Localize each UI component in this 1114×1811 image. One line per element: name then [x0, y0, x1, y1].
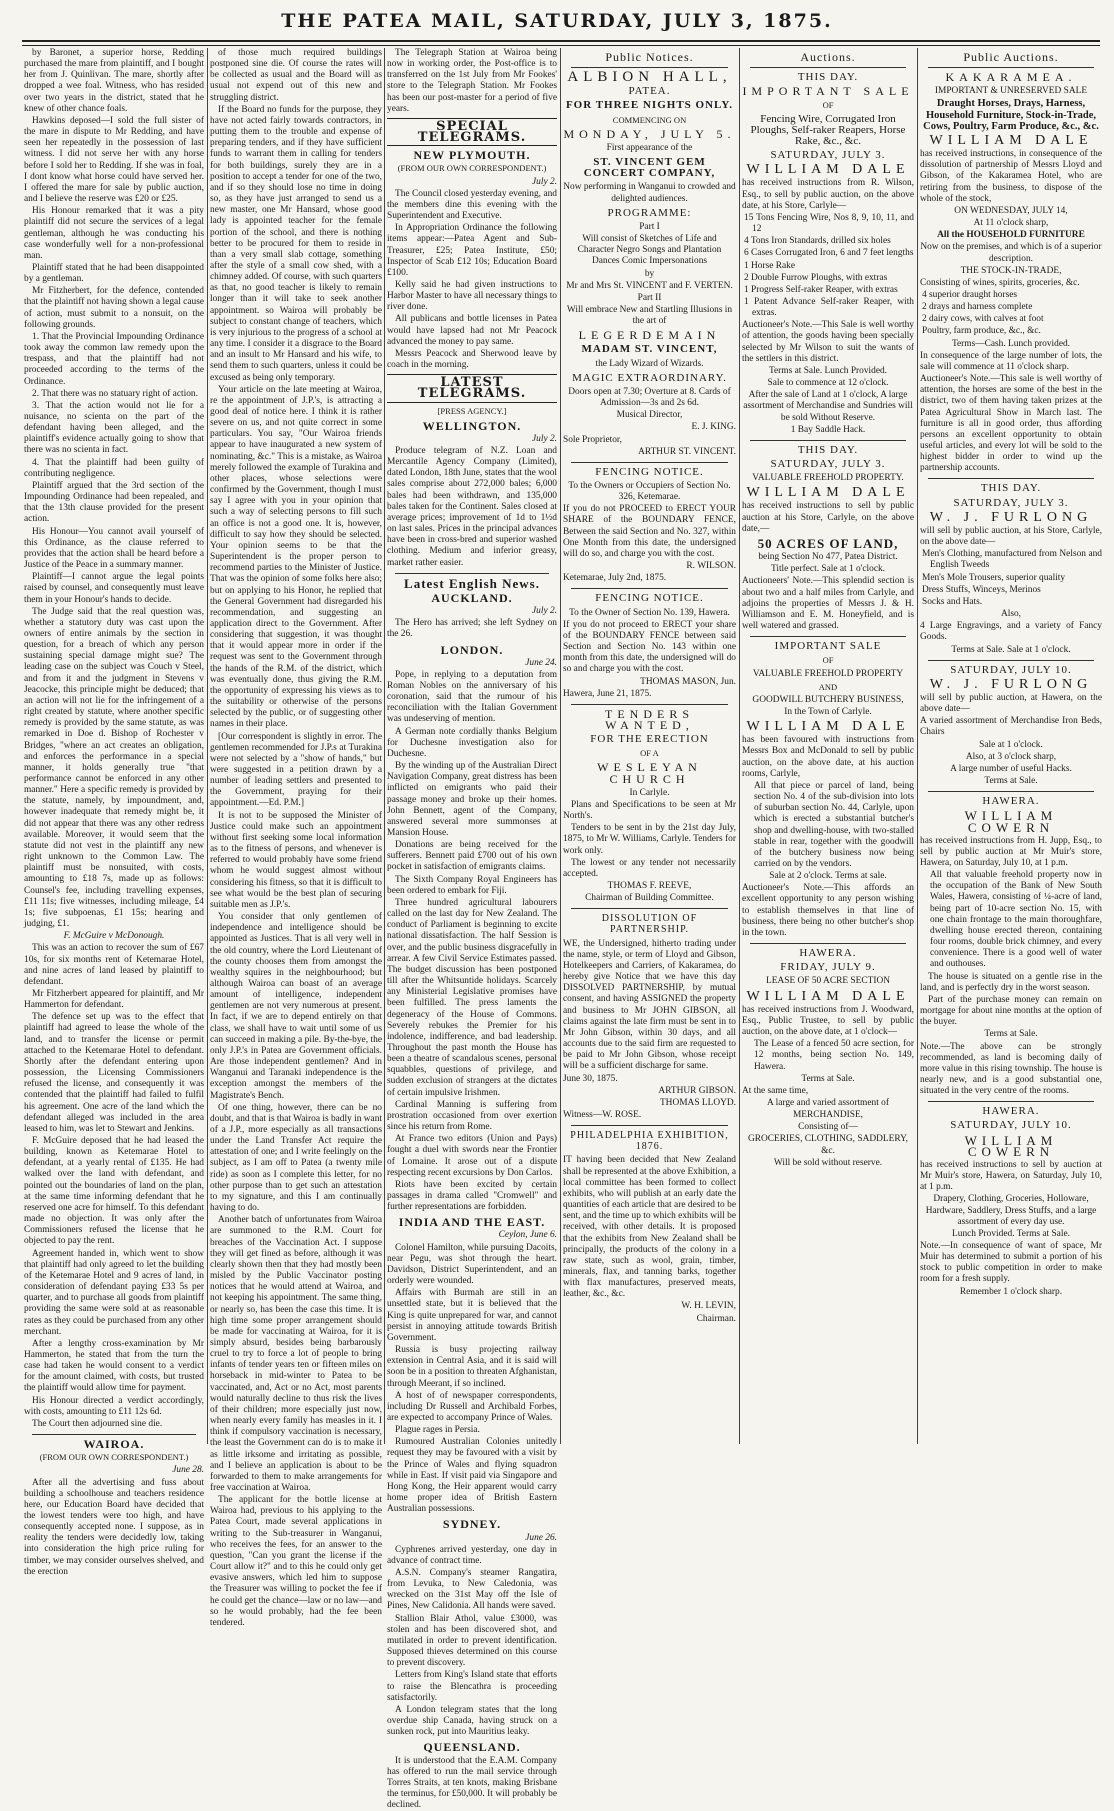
section-heading: Public Auctions.: [920, 52, 1102, 63]
list-item: Dress Stuffs, Winceys, Merinos: [920, 585, 1102, 596]
ad-title: FENCING NOTICE.: [563, 593, 736, 604]
ad-line: Consisting of—: [742, 1122, 914, 1133]
list-item: 2 dairy cows, with calves at foot: [920, 314, 1102, 325]
ad-line: Consisting of wines, spirits, groceries, &c.: [920, 278, 1102, 289]
section-heading: NEW PLYMOUTH.: [387, 150, 557, 161]
ad-line: First appearance of the: [563, 143, 736, 154]
divider: [928, 478, 1094, 479]
list-item: 1 Horse Rake: [742, 261, 914, 272]
ad-line: GROCERIES, CLOTHING, SADDLERY, &c.: [742, 1134, 914, 1156]
divider: [571, 908, 728, 909]
ad-line: 50 ACRES OF LAND,: [742, 538, 914, 549]
dateline: June 28.: [24, 1465, 204, 1476]
ad-line: In the Town of Carlyle.: [742, 707, 914, 718]
ad-line: Also, at 3 o'clock sharp,: [920, 752, 1102, 763]
ad-line: FRIDAY, JULY 9.: [742, 962, 914, 973]
ad-body: If you do not proceed to ERECT your share of the BOUNDARY FENCE between said Section and Section No. 143 within one month from this date, the undersigned will do so and charge you with the cost.: [563, 620, 736, 676]
divider: [928, 1101, 1094, 1102]
ad-line: OF: [742, 100, 914, 111]
ad-line: Sale at 1 o'clock.: [920, 740, 1102, 751]
ad-line: To the Owners or Occupiers of Section No. 326, Ketemarae.: [563, 481, 736, 503]
news-list: [387, 670, 557, 1214]
paragraph: His Honour—You cannot avail yourself of this Ordinance, as the clause referred to provides that the action shall be heard before a Justice of the Peace in a summary manner.: [24, 527, 204, 572]
ad-line: ST. VINCENT GEM CONCERT COMPANY,: [563, 157, 736, 179]
paragraph: Riots have been excited by certain passages in drama called "Cromwell" and further representations are forbidden.: [387, 1180, 557, 1213]
ad-line: Hawera, June 21, 1875.: [563, 689, 736, 700]
ad-body: Note.—In consequence of want of space, Mr Muir has determined to submit a portion of his stock to public competition in order to make room for a fresh supply.: [920, 1241, 1102, 1286]
ad-body: The house is situated on a gentle rise in the land, and is perfectly dry in the worst season.: [920, 972, 1102, 994]
paragraph: 3. That the action would not lie for a nuisance, no scienta on the part of the defendant having been alleged, and the plaintiff's evidence actually going to show that there was no scienta in fact.: [24, 401, 204, 457]
news-list: [387, 618, 557, 640]
ad-body: Auctioneer's Note.—This Sale is well worthy of attention, the goods having been specially selected by Mr Wilson to suit the wants of the settlers in this district.: [742, 320, 914, 365]
ad-line: In Carlyle.: [563, 788, 736, 799]
divider: [571, 588, 728, 589]
paragraph: 1. That the Provincial Impounding Ordinance took away the common law remedy upon the trespass, and that the plaintiff had not proceeded according to the terms of the Ordinance.: [24, 332, 204, 388]
dateline: Ceylon, June 6.: [387, 1230, 557, 1241]
paragraph: In Appropriation Ordinance the following items appear:—Patea Agent and Sub-Treasurer, £25; Patea Institute, £50; Inspector of Scab £12 10s; Education Board £100.: [387, 223, 557, 279]
auctioneer-name: WILLIAM COWERN: [920, 810, 1102, 832]
masthead-title: THE PATEA MAIL, SATURDAY, JULY 3, 1875.: [281, 10, 832, 32]
paragraph: You consider that only gentlemen of independence and intelligence should be appointed as Justices. That is all very well in the old country, where the Lord Lieutenant of the county chooses them from amongst the wealthy squires in the neighbourhood; but although Wairoa can boast of an average amount of intelligence, independent gentlemen are not very numerous at present. In fact, if we are to depend entirely on that class, we shall have to wait until some of us can succeed in making a pile. By-the-bye, the only J.P.'s in Patea are Government officials. Are those independent gentlemen? And in Wanganui and Taranaki independence is the exception amongst the members of the Magistrate's Bench.: [210, 912, 382, 1102]
telegram-list: [387, 189, 557, 372]
ad-line: MAGIC EXTRAORDINARY.: [563, 373, 736, 384]
ad-line: VALUABLE FREEHOLD PROPERTY.: [742, 473, 914, 484]
ad-body: Part of the purchase money can remain on mortgage for about nine months at the option of the buyer.: [920, 995, 1102, 1028]
ad-line: At the same time,: [742, 1086, 914, 1097]
ad-line: To the Owner of Section No. 139, Hawera.: [563, 608, 736, 619]
dateline: July 2.: [387, 606, 557, 617]
ad-line: At 11 o'clock sharp,: [920, 218, 1102, 229]
list-item: Poultry, farm produce, &c., &c.: [920, 326, 1102, 337]
section-heading: INDIA AND THE EAST.: [387, 1217, 557, 1228]
paragraph: Hawkins deposed—I sold the full sister of the mare in dispute to Mr Redding, and have seen her repeatedly in the possession of last witness. I did not serve her with any horse before I sold her to Redding. If she was in foal, I dont know what horse could have served her. I offered the mare for sale by public auction, and I believe the reserve was £20 or £25.: [24, 116, 204, 205]
ad-line: Sole Proprietor,: [563, 435, 736, 446]
ad-line: Draught Horses, Drays, Harness, Household Furniture, Stock-in-Trade, Cows, Poultry, Farm Produce, &c., &c.: [920, 98, 1102, 131]
list-item: Men's Mole Trousers, superior quality: [920, 573, 1102, 584]
paragraph: Three hundred agricultural labourers called on the last day for New Zealand. The conduct of Parliament is beginning to excite national dissatisfaction. The half Session is over, and the public business disgracefully in arrear. A few Civil Service Estimates passed. The budget discussion has been postponed till after the Whitsuntide holidays. Scarcely any Ministerial Legislative promises have been fulfilled. The press laments the degeneracy of the House of Commons. Severely rebukes the Premier for his indolence, indifference, and bad leadership. Throughout the past month the House has been a theatre of scandalous scenes, personal squabbles, questions of privilege, and sudden exclusion of strangers at the dictates of certain impulsive Irishmen.: [387, 898, 557, 1099]
ad-line: LEASE OF 50 ACRE SECTION: [742, 976, 914, 987]
paragraph: After all the advertising and fuss about building a schoolhouse and teachers residence here, our Education Board have decided that the lowest tenders were too high, and have consequently accepted none. I suppose, as in reality the tenders were decidedly low, taking into consideration the high price ruling for timber, we may consider ourselves shelved, and the erection: [24, 1478, 204, 1578]
item-list: [920, 549, 1102, 608]
ad-signature: THOMAS F. REEVE,: [563, 881, 736, 892]
paragraph: Donations are being received for the sufferers. Bennett paid £700 out of his own pocket in satisfaction of emigrants claims.: [387, 840, 557, 873]
ad-line: OF: [742, 655, 914, 666]
column-divider: [560, 48, 561, 1444]
paragraph: After a lengthy cross-examination by Mr Hammerton, he stated that from the turn the case had taken he would consent to a verdict for the amount claimed, with costs, but trusted the plaintiff would allow time for payment.: [24, 1339, 204, 1395]
ad-body: has been favoured with instructions from Messrs Box and McDonald to sell by public auction, on the above date, at his auction rooms, Carlyle,: [742, 735, 914, 780]
paragraph: Mr Fitzherbert appeared for plaintiff, and Mr Hammerton for defendant.: [24, 989, 204, 1011]
paragraph: Plans and Specifications to be seen at Mr North's.: [563, 800, 736, 822]
paragraph: Stallion Blair Athol, value £3000, was stolen and has been discovered shot, and mutilated in order to prevent identification. Supposed thieves determined on this course to prevent discovery.: [387, 1614, 557, 1670]
paragraph: The Court then adjourned sine die.: [24, 1419, 204, 1430]
paragraph: Plague rages in Persia.: [387, 1425, 557, 1436]
paragraph: It is not to be supposed the Minister of Justice could make such an appointment without first seeking some local information as to the fitness of persons, and whenever is referred to would probably have some friend whom he would suggest almost without considering his fitness, so that it is difficult to see what would be the best plan of securing suitable men as J.P.'s.: [210, 811, 382, 911]
paragraph: Plaintiff—I cannot argue the legal points raised by counsel, and consequently must leave them in your Honour's hands to decide.: [24, 572, 204, 605]
list-item: 4 superior draught horses: [920, 290, 1102, 301]
ad-line: PROGRAMME:: [563, 208, 736, 219]
auctioneer-name: WILLIAM DALE: [742, 487, 914, 498]
ad-body: WE, the Undersigned, hitherto trading under the name, style, or term of Lloyd and Gibson, Hotelkeepers and Carriers, of Kakaramea, do hereby give Notice that we have this day DISSOLVED PARTNERSHIP, by mutual consent, and having ASSIGNED the property and business to Mr JOHN GIBSON, all claims against the late firm must be sent in to Mr John Gibson, within 30 days, and all accounts due to the said firm are requested to be paid to Mr John Gibson, whose receipt will be a sufficient discharge for same.: [563, 939, 736, 1073]
masthead-rule: [22, 40, 1100, 46]
ad-line: 4 Large Engravings, and a variety of Fancy Goods.: [920, 621, 1102, 643]
ad-line: Terms at Sale. Sale at 1 o'clock.: [920, 645, 1102, 656]
section-subheading: (FROM OUR OWN CORRESPONDENT.): [387, 163, 557, 174]
ad-line: Chairman of Building Committee.: [563, 893, 736, 904]
masthead: [0, 6, 1114, 40]
section-subheading: [PRESS AGENCY.]: [387, 406, 557, 417]
section-heading: SYDNEY.: [387, 1519, 557, 1530]
ad-line: Musical Director,: [563, 410, 736, 421]
ad-line: A large and varied assortment of: [742, 1098, 914, 1109]
ad-line: being Section No 477, Patea District.: [742, 552, 914, 563]
ad-line: Title perfect. Sale at 1 o'clock.: [742, 564, 914, 575]
paragraph: Messrs Peacock and Sherwood leave by coach in the morning.: [387, 349, 557, 371]
paragraph: Letters from King's Island state that efforts to raise the Blencathra is proceeding satisfactorily.: [387, 1670, 557, 1703]
ad-line: Will be sold without reserve.: [742, 1158, 914, 1169]
ad-line: After the sale of Land at 1 o'clock, A large assortment of Merchandise and Sundries will be sold Without Reserve.: [742, 390, 914, 423]
news-list: [387, 1545, 557, 1739]
ad-line: Terms at Sale.: [920, 776, 1102, 787]
paragraph: Rumoured Australian Colonies unitedly request they may be favoured with a visit by the Prince of Wales and flying squadron while in East. If visit paid via Singapore and Hong Kong, the Heir apparent would carry home proper idea of British Eastern Australian possessions.: [387, 1437, 557, 1515]
paragraph: This was an action to recover the sum of £67 10s, for six months rent of Ketemarae Hotel, and nine acres of land leased by plaintiff to defendant.: [24, 943, 204, 988]
paragraph: The applicant for the bottle license at Wairoa had, previous to his applying to the Patea Court, made several applications in writing to the Sub-treasurer in Wanganui, who receives the fees, for an answer to the question, "Can you grant the license if the Court allow it?" and to this he could only get evasive answers, which led him to suppose the Treasurer was willing to pocket the fee if he could get the chance—law or no law—and so he would probably, had the fee been tendered.: [210, 1495, 382, 1629]
divider: [928, 67, 1094, 68]
auctioneer-name: WILLIAM COWERN: [920, 1135, 1102, 1157]
auctioneer-name: W. J. FURLONG: [920, 512, 1102, 523]
ad-line: COMMENCING ON: [563, 115, 736, 126]
ad-body: has received instructions to sell by auction at Mr Muir's store, Hawera, on Saturday, July 10, at 1 p.m.: [920, 1160, 1102, 1193]
paragraph: Of one thing, however, there can be no doubt, and that is that Wairoa is badly in want of a J.P., more especially as all transactions under the Land Transfer Act require the attestation of one; and I write feelingly on the subject, as I am off to Patea (a twenty mile ride) as soon as I complete this letter, for no other purpose than to get such an attestation to my signature, and this I am continually having to do.: [210, 1103, 382, 1215]
ad-body: [563, 800, 736, 880]
news-list: [387, 1243, 557, 1516]
paragraph: 2. That there was no statuary right of action.: [24, 389, 204, 400]
paragraph: Colonel Hamilton, while pursuing Dacoits, near Pegu, was shot through the heart. Davidson, District Superintendent, and an orderly were wounded.: [387, 1243, 557, 1288]
ad-line: ON WEDNESDAY, JULY 14,: [920, 206, 1102, 217]
divider: [571, 462, 728, 463]
ad-body: has received instructions from J. Woodward, Esq., Public Trustee, to sell by public auction, on the above date, at 1 o'clock—: [742, 1005, 914, 1038]
ad-body: has received instructions to sell by public auction at his Store, Carlyle, on the above date,—: [742, 501, 914, 534]
divider: [32, 1434, 196, 1435]
ad-line: Part II: [563, 293, 736, 304]
column-divider: [739, 48, 740, 1444]
ad-signature: ARTHUR GIBSON.: [563, 1086, 736, 1097]
ad-line: GOODWILL BUTCHERY BUSINESS,: [742, 695, 914, 706]
ad-line: Terms at Sale.: [920, 1029, 1102, 1040]
ad-line: OF A: [563, 748, 736, 759]
ad-line: Fencing Wire, Corrugated Iron Ploughs, Self-raker Reapers, Horse Rake, &c., &c.: [742, 114, 914, 147]
ad-line: SATURDAY, JULY 3.: [920, 498, 1102, 509]
list-item: 2 drays and harness complete: [920, 302, 1102, 313]
auctioneer-name: W. J. FURLONG: [920, 679, 1102, 690]
list-item: Men's Clothing, manufactured from Nelson and English Tweeds: [920, 549, 1102, 571]
auctioneer-name: WILLIAM DALE: [920, 135, 1102, 146]
ad-line: WESLEYAN CHURCH: [563, 762, 736, 784]
ad-line: MONDAY, JULY 5.: [563, 129, 736, 140]
paragraph: of those much required buildings postponed sine die. Of course the rates will be collected as usual and the Board will as usual not expend out of this new and struggling district.: [210, 48, 382, 104]
paragraph: Agreement handed in, which went to show that plaintiff had only agreed to let the building of the Ketemarae Hotel and 9 acres of land, in consideration of defendant paying £33 5s per quarter, and to purchase all goods from plaintiff providing the same were sold at as reasonable rates as they could be purchased from any other merchant.: [24, 1249, 204, 1338]
wairoa-report: [24, 1478, 204, 1578]
ad-line: LEGERDEMAIN: [563, 330, 736, 341]
ad-title: THIS DAY.: [742, 445, 914, 456]
ad-line: Chairman.: [563, 1314, 736, 1325]
dateline: June 24.: [387, 658, 557, 669]
ad-body: All that piece or parcel of land, being section No. 4 of the sub-division into lots of suburban section No. 44, Carlyle, upon which is erected a substantial butcher's shop and dwelling-house, with two-stalled stable in rear, together with the goodwill of the butchery business now being carried on by the vendors.: [742, 781, 914, 870]
ad-body: All that valuable freehold property now in the occupation of the Bank of New South Wales, Hawera, consisting of ¼-acre of land, being part of 10-acre section No. 15, with one chain frontage to the main thoroughfare, dwelling house erected thereon, containing four rooms, double brick chimney, and every convenience. There is a good well of water and outhouses.: [920, 870, 1102, 970]
paragraph: Produce telegram of N.Z. Loan and Mercantile Agency Company (Limited), dated London, 18th June, states that the wool sales comprise about 272,000 bales; 6,000 bales had been withdrawn, and 135,000 bales taken for the Continent. Sales closed at average prices; improvement of 1d to 1½d on last sales. Prices in the principal advances have been in cross-bred and superior washed clothing. Medium and inferior greasy, market rather easier.: [387, 446, 557, 569]
ad-body: Auctioneer's Note.—This sale is well worthy of attention, the horses are some of the best in the district, two of them having taken prizes at the Patea Agricultural Show in March last. The furniture is all in good order, thus affording persons an excellent opportunity to obtain useful articles, and every lot will be sold to the highest bidder in order to wind up the partnership accounts.: [920, 374, 1102, 474]
divider: [571, 67, 728, 68]
ad-line: VALUABLE FREEHOLD PROPERTY: [742, 669, 914, 680]
ad-line: E. J. KING.: [563, 422, 736, 433]
divider: [928, 660, 1094, 661]
paragraph: Your article on the late meeting at Wairoa, re the appointment of J.P.'s, is attracting a good deal of notice here. I think it is rather severe on us, and not quite correct in some particulars. You say, "Our Wairoa friends appear to have inaugurated a new system of nominating, &c." This is a mistake, as Wairoa merely followed the example of Turakina and other places, whose selections were confirmed by the Government, though I must say I agree with you in your opinion that such a way of selecting persons to fill such an office is not a good one. It is, however, difficult to say how they should be selected. Your opinion seems to be that the Superintendent is the proper person to recommend parties to the Minister of Justice. That was the opinion of some folks here also; but on applying to his Honor, he replied that the General Government had disregarded his recommendation, and suggesting an application direct to the Government. After considering that suggestion, it was thought that it would appear more in order if the request was sent to the Government through the hands of the R.M. of the district, which was eventually done, thus giving the R.M. the opportunity of expressing his views as to the suitability or otherwise of the persons selected by the public, or of suggesting other names in their place.: [210, 385, 382, 731]
ad-line: June 30, 1875.: [563, 1074, 736, 1085]
ad-title: HAWERA.: [920, 1106, 1102, 1117]
ad-line: Mr and Mrs St. VINCENT and F. VERTEN.: [563, 281, 736, 292]
paragraph: Another batch of unfortunates from Wairoa are summoned to the R.M. Court for breaches of the Vaccination Act. I suppose they will get fined as before, although it was clearly shown then that they had mostly been misled by the Public Vaccinator posting notices that he would attend at Wairoa, and not keeping his appointment. The same thing, or nearly so, has been the case this time. It is high time some proper arrangement should be made for vaccinating at Wairoa, for it is simply absurd, besides being barbarously cruel to try to force a lot of people to bring infants of tender years ten or fifteen miles on horseback in mid-winter to Patea to be vaccinated, and, Act or no Act, most parents would naturally decline to thus risk the lives of their children; more especially just now, when nearly every family has measles in it. I think if compulsory vaccination is necessary, the least the Government can do is to make it as little irksome and irritating as possible, and I believe an application is about to be forwarded to them to make arrangements for free vaccination at Wairoa.: [210, 1215, 382, 1494]
column-2: [210, 48, 382, 1444]
dateline: July 2.: [387, 177, 557, 188]
paragraph: Plaintiff stated that he had been disappointed by a gentleman.: [24, 263, 204, 285]
divider: [571, 704, 728, 705]
paragraph: F. McGuire deposed that he had leased the building, known as Ketemarae Hotel to defendant, at a yearly rental of £135. He had walked over the land with defendant, and pointed out the boundaries of land on the plan, at the same time informing defendant that he reserved one acre for himself. To this defendant made no objection. It was only after the Commissioners refused the license that he objected to pay the rent.: [24, 1136, 204, 1248]
section-heading: QUEENSLAND.: [387, 1742, 557, 1753]
paragraph: The Telegraph Station at Wairoa being now in working order, the Post-office is to transferred on the 1st July from Mr Fookes' store to the Telegraph Station. Mr Fookes has been our post-master for a period of five years.: [387, 48, 557, 115]
ad-line: Will embrace New and Startling Illusions in the art of: [563, 305, 736, 327]
ad-signature: THOMAS MASON, Jun.: [563, 677, 736, 688]
ad-line: Sale to commence at 12 o'clock.: [742, 378, 914, 389]
paragraph: Kelly said he had given instructions to Harbor Master to have all necessary things to river done.: [387, 280, 557, 313]
column-4: [563, 48, 736, 1444]
ad-body: Auctioneers' Note.—This splendid section is about two and a half miles from Carlyle, and adjoins the properties of Messrs J. & H. Williamson and E. M. Honeyfield, and is well watered and grassed.: [742, 576, 914, 632]
telegram-list: [387, 446, 557, 569]
ad-line: A large number of useful Hacks.: [920, 764, 1102, 775]
paragraph: At France two editors (Union and Pays) fought a duel with swords near the Frontier of Lomaine. It arose out of a dispute respecting recent excursions by Don Carlos.: [387, 1134, 557, 1179]
column-6: [920, 48, 1102, 1444]
ad-title: TENDERS WANTED,: [563, 709, 736, 731]
paragraph: Plaintiff argued that the 3rd section of the Impounding Ordinance had been repealed, and that the 13th clause provided for the present action.: [24, 481, 204, 526]
ad-line: Ketemarae, July 2nd, 1875.: [563, 573, 736, 584]
ad-title: IMPORTANT SALE: [742, 641, 914, 652]
ad-line: Now on the premises, and which is of a superior description.: [920, 242, 1102, 264]
paragraph: His Honour directed a verdict accordingly, with costs, amounting to £11 12s 6d.: [24, 1396, 204, 1418]
dateline: June 26.: [387, 1533, 557, 1544]
ad-line: Witness—W. ROSE.: [563, 1110, 736, 1121]
auctioneer-name: WILLIAM DALE: [742, 721, 914, 732]
ad-body: Auctioneer's Note.—This affords an excellent opportunity to any person wishing to establish themselves in that line of business, there being no other butcher's shop in the town.: [742, 883, 914, 939]
paragraph: A host of of newspaper correspondents, including Dr Russell and Archibald Forbes, are expected to accompany Prince of Wales.: [387, 1391, 557, 1424]
ad-line: AND: [742, 682, 914, 693]
ad-title: ALBION HALL,: [563, 72, 736, 83]
ad-line: IMPORTANT SALE: [742, 86, 914, 97]
ad-body: will sell by public auction, at his Store, Carlyle, on the above date—: [920, 526, 1102, 548]
ad-subtitle: PATEA.: [563, 86, 736, 97]
paragraph: Cardinal Manning is suffering from prostration occasioned from over exertion since his return from Rome.: [387, 1100, 557, 1133]
ad-line: THE STOCK-IN-TRADE,: [920, 266, 1102, 277]
ad-line: Remember 1 o'clock sharp.: [920, 1287, 1102, 1298]
paragraph: The lowest or any tender not necessarily accepted.: [563, 858, 736, 880]
ad-body: has received instructions from R. Wilson, Esq., to sell by public auction, on the above date, at his Store, Carlyle—: [742, 178, 914, 211]
list-item: 1 Patent Advance Self-raker Reaper, with extras.: [742, 297, 914, 319]
ad-line: Part I: [563, 222, 736, 233]
paragraph: His Honour remarked that it was a pity plaintiff did not secure the services of a legal gentleman, although he was conducting his case wonderfully well for a non-professional man.: [24, 206, 204, 262]
divider: [928, 791, 1094, 792]
paragraph: By the winding up of the Australian Direct Navigation Company, great distress has been inflicted on emigrants who paid their passage money and broke up their homes. John Bennett, agent of the Company, answered several more summonses at Mansion House.: [387, 761, 557, 839]
court-report: [24, 48, 204, 930]
list-item: 2 Double Furrow Ploughs, with extras: [742, 273, 914, 284]
column-divider: [384, 48, 385, 1444]
list-item: 1 Progress Self-raker Reaper, with extras: [742, 285, 914, 296]
paragraph: If the Board no funds for the purpose, they have not acted fairly towards contractors, in putting them to the trouble and expense of preparing tenders, and if they have sufficient funds to warrant them in calling for tenders for both buildings, surely they are in a position to accept a tender for one of the two, and if so they should lose no time in doing so, as they have just arranged to send us a new master, one Mr Hansard, whose good lady is appointed teacher for the female portion of the school, and there is nothing better to be procured for them to reside in than a very small slab cottage, something after the style of a small cow shed, with a chimney added. Of course, with such quarters as that, no good teacher is likely to remain longer than it will take to seek another appointment. so Wairoa will probably be subject to constant change of teachers, which is very injurious to the progress of a school at any time. I consider it a disgrace to the Board and an insult to Mr Hansard and his wife, to send them to such quarters, unless it could be excused as being only temporary.: [210, 105, 382, 384]
ad-body: has received instructions from H. Jupp, Esq., to sell by public auction at Mr Muir's store, Hawera, on Saturday, July 10, at 1 p.m.: [920, 836, 1102, 869]
paragraph: Pope, in replying to a deputation from Roman Nobles on the anniversary of his coronation, said that the rumour of his reconciliation with the Italian Government was undeserving of mention.: [387, 670, 557, 726]
paragraph: [Our correspondent is slightly in error. The gentlemen recommended for J.P.s at Turakina were not selected by a "show of hands," but were suggested in a petition drawn by a number of leading settlers and presented to the Government, praying for their appointment.—Ed. P.M.]: [210, 732, 382, 810]
paragraph: The Judge said that the real question was, whether a statutory duty was cast upon the owners of entire animals by the section in question, for a breach of which any person sustaining special damage might sue? The leading case on the subject was Couch v Steel, and from it and the judgment in Stevens v Jeacocke, this principle might be deduced; that an action will not lie for the infringement of a right created by statute, where another specific remedy is provided by the same statute, as was remarked in Doe d. Bishop of Rochester v Bridges, "where an act creates an obligation, and enforces the performance in a special manner, it holds generally true "that performance cannot be enforced in any other manner." Here a specific remedy is provided by the statute, namely, by impoundment, and, however inadequate that remedy might be, it did not appear that there was any other redress available. Moreover, it would seem that the statute did not vest in the plaintiff any new right unknown to the Common Law. The plaintiff must be nonsuited, with costs, amounting to £18 7s, made up as follows: Counsel's fee, including travelling expenses, £11 11s; five witnesses, including mileage, £4 1s; five subpoenas, £1 15s; hearing and judging, £1.: [24, 607, 204, 931]
section-banner: LATEST TELEGRAMS.: [387, 374, 557, 402]
ad-line: Terms at Sale. Lunch Provided.: [742, 366, 914, 377]
ad-signature: W. H. LEVIN,: [563, 1301, 736, 1312]
paragraph: The Council closed yesterday evening, and the members dine this evening with the Superintendent and Executive.: [387, 189, 557, 222]
ad-body: The Lease of a fenced 50 acre section, for 12 months, being section No. 149, Hawera.: [742, 1039, 914, 1072]
ad-line: by: [563, 269, 736, 280]
divider: [750, 67, 906, 68]
divider: [395, 573, 549, 574]
column-5: [742, 48, 914, 1444]
section-heading: AUCKLAND.: [387, 593, 557, 604]
section-heading: Latest English News.: [387, 578, 557, 589]
news-list: [387, 1756, 557, 1811]
column-divider: [207, 48, 208, 1444]
ad-body: Note.—The above can be strongly recommended, as land is becoming daily of more value in this rising township. The house is nearly new, and is a good substantial one, situated in the very centre of the rooms.: [920, 1042, 1102, 1098]
ad-line: Will consist of Sketches of Life and Character Negro Songs and Plantation Dances Comic Impersonations: [563, 234, 736, 267]
ad-title: HAWERA.: [742, 948, 914, 959]
paragraph: Tenders to be sent in by the 21st day July, 1875, to Mr W. Williams, Carlyle. Tenders for work only.: [563, 823, 736, 856]
ad-body: has received instructions, in consequence of the dissolution of partnership of Messrs Lloyd and Gibson, of the Kakaramea Hotel, who are retiring from the business, to dispose of the whole of the stock,: [920, 149, 1102, 205]
paragraph: Russia is busy projecting railway extension in Central Asia, and it is said will soon be in a position to threaten Afghanistan, through Meerant, if so inclined.: [387, 1345, 557, 1390]
ad-signature: THOMAS LLOYD.: [563, 1098, 736, 1109]
paragraph: A London telegram states that the long overdue ship Canada, having struck on a sunken rock, put into Mauritius leaky.: [387, 1705, 557, 1738]
ad-line: IMPORTANT & UNRESERVED SALE: [920, 86, 1102, 97]
ad-line: Sale at 2 o'clock. Terms at sale.: [742, 871, 914, 882]
list-item: Socks and Hats.: [920, 597, 1102, 608]
dateline: July 2.: [387, 434, 557, 445]
paragraph: All publicans and bottle licenses in Patea would have lapsed had not Mr Peacock advanced the money to pay same.: [387, 314, 557, 347]
ad-title: HAWERA.: [920, 796, 1102, 807]
ad-title: KAKARAMEA.: [920, 72, 1102, 83]
wairoa-report-continued: [210, 48, 382, 1629]
section-subheading: (FROM OUR OWN CORRESPONDENT.): [24, 1452, 204, 1463]
case-title: F. McGuire v McDonough.: [24, 931, 204, 942]
ad-title: DISSOLUTION OF PARTNERSHIP.: [563, 913, 736, 935]
paragraph: A German note cordially thanks Belgium for Duchesne investigation also for Duchesne.: [387, 727, 557, 760]
ad-title: PHILADELPHIA EXHIBITION, 1876.: [563, 1130, 736, 1152]
ad-line: Also,: [920, 609, 1102, 620]
ad-title: THIS DAY.: [742, 72, 914, 83]
section-heading: Auctions.: [742, 52, 914, 63]
ad-line: Lunch Provided. Terms at Sale.: [920, 1229, 1102, 1240]
divider: [571, 1125, 728, 1126]
paragraph: by Baronet, a superior horse, Redding purchased the mare from plaintiff, and I bought her from J. Quinlivan. The mare, shortly after dropped a wee foal. Witness, who has resided over two years in the district, stated that he knew of other chance foals.: [24, 48, 204, 115]
list-item: 6 Cases Corrugated Iron, 6 and 7 feet lengths: [742, 248, 914, 259]
ad-line: Terms—Cash. Lunch provided.: [920, 339, 1102, 350]
paragraph: 4. That the plaintiff had been guilty of contributing negligence.: [24, 458, 204, 480]
ad-title: FENCING NOTICE.: [563, 467, 736, 478]
ad-line: MERCHANDISE,: [742, 1110, 914, 1121]
ad-line: MADAM ST. VINCENT,: [563, 344, 736, 355]
ad-signature: R. WILSON.: [563, 561, 736, 572]
ad-line: Terms at Sale.: [742, 1074, 914, 1085]
ad-line: 1 Bay Saddle Hack.: [742, 425, 914, 436]
paragraph: The Sixth Company Royal Engineers has been ordered to embark for Fiji.: [387, 875, 557, 897]
ad-body: will sell by public auction, at Hawera, on the above date—: [920, 693, 1102, 715]
ad-line: All the HOUSEHOLD FURNITURE: [920, 230, 1102, 241]
list-item: 4 Tons Iron Standards, drilled six holes: [742, 236, 914, 247]
divider: [750, 943, 906, 944]
auctioneer-name: WILLIAM DALE: [742, 991, 914, 1002]
paragraph: The Hero has arrived; she left Sydney on the 26.: [387, 618, 557, 640]
paragraph: The defence set up was to the effect that plaintiff had agreed to lease the whole of the land, and to transfer the license or permit attached to the Ketemarae Hotel to defendant. Shortly after the defendant entering upon possession, the Licensing Commissioners refused the license, and consequently it was contended that the plaintiff had failed to fulfil his agreement. One acre of the land which the defendant alleged was included in the area leased to him, was let to Stewart and Jenkins.: [24, 1012, 204, 1135]
ad-body: IT having been decided that New Zealand shall be represented at the above Exhibition, a local committee has been formed to collect exhibits, who will publish at an early date the quantities of each article that are desired to be sent, and the time up to which exhibits will be received, with other details. It is proposed that the exhibits from New Zealand shall be principally, the products of the colony in a raw state, such as wool, grain, timber, minerals, flax, and tanning barks, together with flax manufactures, preserved meats, leather, &c., &c.: [563, 1155, 736, 1300]
item-list: [742, 213, 914, 319]
column-3: [387, 48, 557, 1444]
paragraph: It is understood that the E.A.M. Company has offered to run the mail service through Torres Straits, at ten knots, making Brisbane the terminus, for £50,000. It will probably be declined.: [387, 1756, 557, 1811]
divider: [750, 636, 906, 637]
ad-line: A varied assortment of Merchandise Iron Beds, Chairs: [920, 716, 1102, 738]
paragraph: Mr Fitzherbert, for the defence, contended that the plaintiff not having shown a legal cause of action, must submit to a nonsuit, on the following grounds.: [24, 286, 204, 331]
ad-body: In consequence of the large number of lots, the sale will commence at 11 o'clock sharp.: [920, 351, 1102, 373]
column-1: [24, 48, 204, 1444]
ad-line: ARTHUR ST. VINCENT.: [563, 447, 736, 458]
auctioneer-name: WILLIAM DALE: [742, 164, 914, 175]
section-heading: WELLINGTON.: [387, 421, 557, 432]
list-item: 15 Tons Fencing Wire, Nos 8, 9, 10, 11, and 12: [742, 213, 914, 235]
ad-title: THIS DAY.: [920, 483, 1102, 494]
section-heading: WAIROA.: [24, 1439, 204, 1450]
paragraph: Cyphrenes arrived yesterday, one day in advance of contract time.: [387, 1545, 557, 1567]
ad-line: SATURDAY, JULY 10.: [920, 1120, 1102, 1131]
ad-line: FOR THREE NIGHTS ONLY.: [563, 100, 736, 111]
column-divider: [917, 48, 918, 1444]
ad-line: SATURDAY, JULY 3.: [742, 150, 914, 161]
section-heading: Public Notices.: [563, 52, 736, 63]
ad-body: If you do not PROCEED to ERECT YOUR SHARE of the BOUNDARY FENCE, Between the said Section and No. 327, within One Month from this date, the undersigned will do so, and charge you with the cost.: [563, 504, 736, 560]
ad-body: Drapery, Clothing, Groceries, Holloware, Hardware, Saddlery, Dress Stuffs, and a large assortment of every day use.: [920, 1194, 1102, 1227]
item-list: [920, 290, 1102, 338]
section-banner: SPECIAL TELEGRAMS.: [387, 118, 557, 146]
ad-line: SATURDAY, JULY 3.: [742, 459, 914, 470]
divider: [750, 440, 906, 441]
ad-line: FOR THE ERECTION: [563, 734, 736, 745]
section-heading: LONDON.: [387, 645, 557, 656]
paragraph: Affairs with Burmah are still in an unsettled state, but it is believed that the King is quite unprepared for war, and cannot persist in annoying attitude towards British Government.: [387, 1288, 557, 1344]
ad-line: Now performing in Wanganui to crowded and delighted audiences.: [563, 182, 736, 204]
case-report: [24, 943, 204, 1430]
ad-line: Doors open at 7.30; Overture at 8. Cards of Admission—3s and 2s 6d.: [563, 387, 736, 409]
ad-line: the Lady Wizard of Wizards.: [563, 359, 736, 370]
ad-title: SATURDAY, JULY 10.: [920, 665, 1102, 676]
paragraph: A.S.N. Company's steamer Rangatira, from Levuka, to New Caledonia, was wrecked on the 31st May off the Isle of Pines, New Calidonia. All hands were saved.: [387, 1568, 557, 1613]
